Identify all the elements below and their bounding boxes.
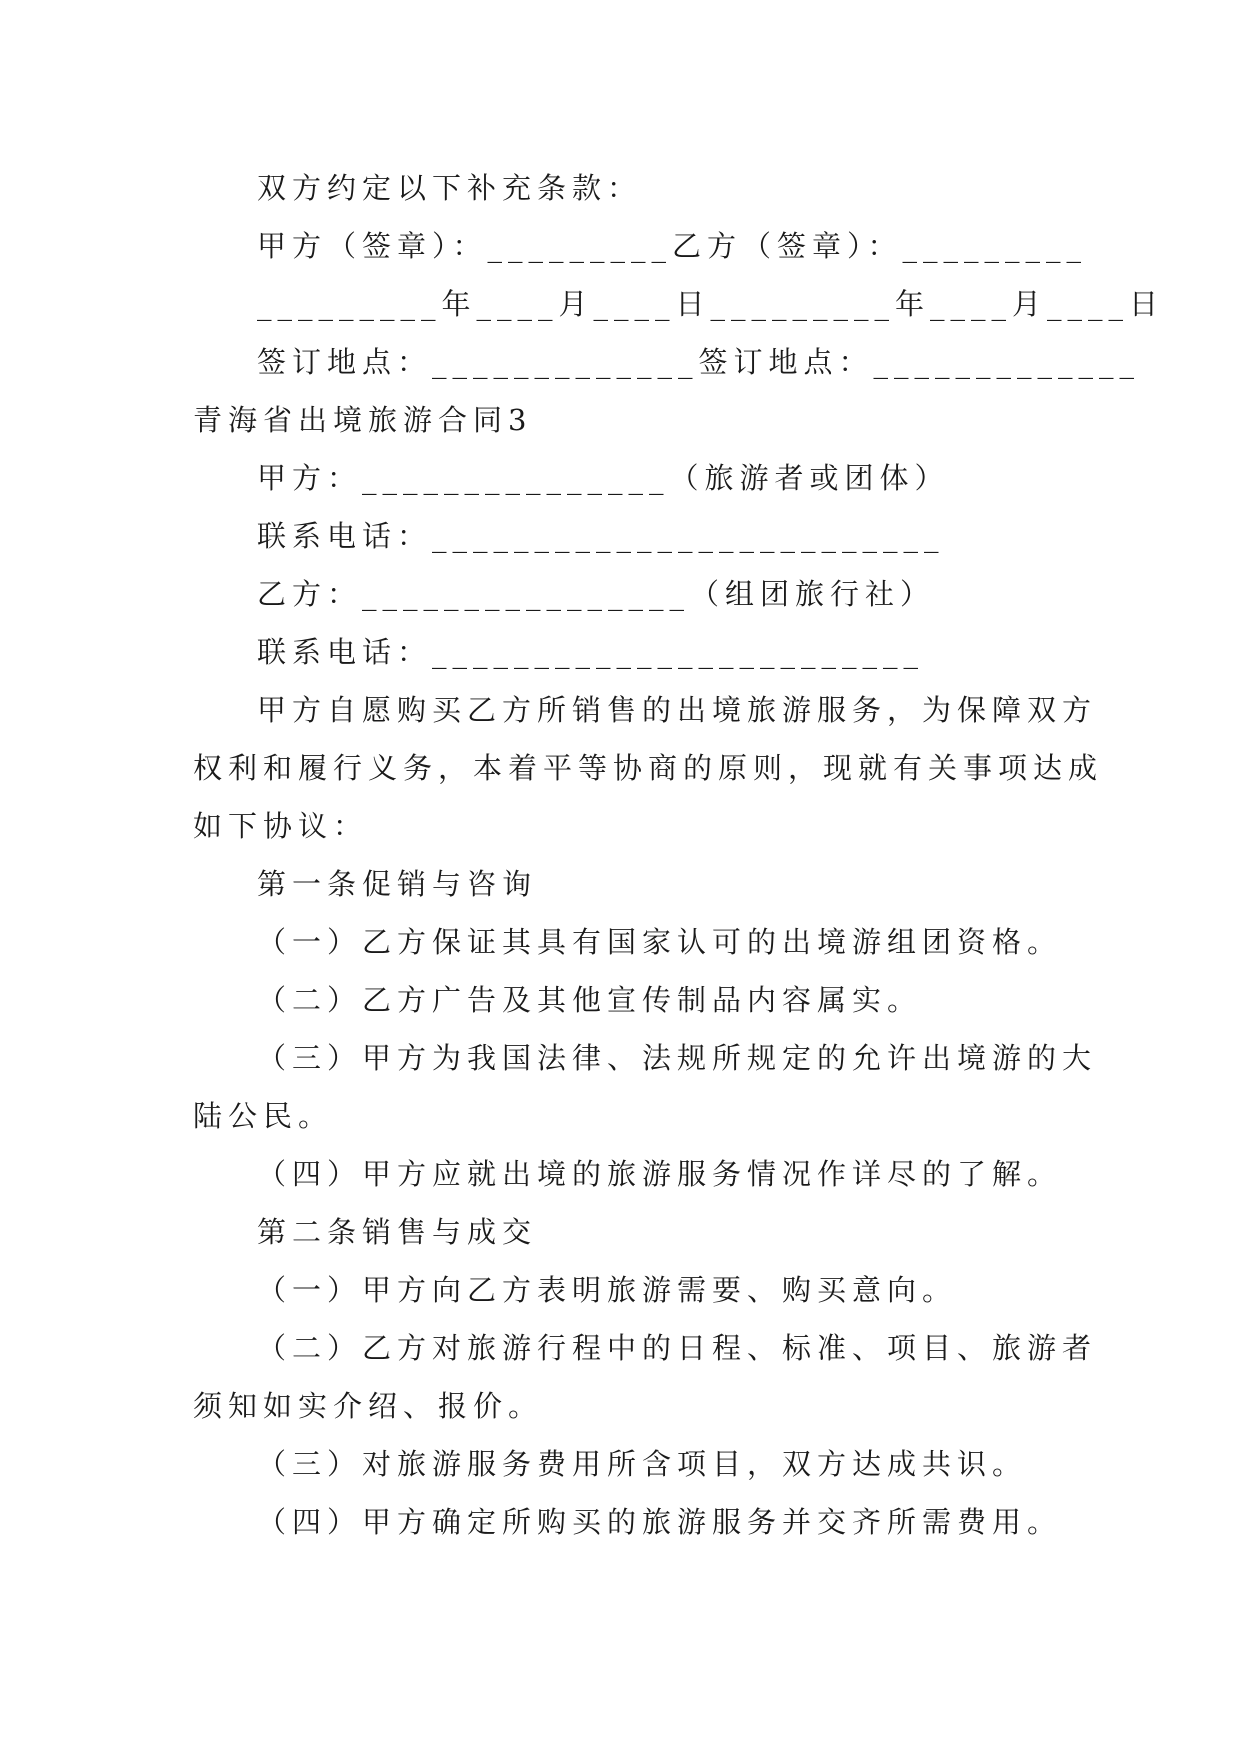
article-1-item-2: （二）乙方广告及其他宣传制品内容属实。 <box>257 983 923 1017</box>
party-a-line: 甲方：_______________（旅游者或团体） <box>257 461 950 495</box>
article-2-heading: 第二条销售与成交 <box>257 1215 538 1249</box>
article-2-item-2-continued: 须知如实介绍、报价。 <box>193 1389 544 1423</box>
preamble-line-3: 如下协议： <box>193 809 369 843</box>
contract-title: 青海省出境旅游合同3 <box>193 403 533 437</box>
article-2-item-4: （四）甲方确定所购买的旅游服务并交齐所需费用。 <box>257 1505 1063 1539</box>
article-1-item-4: （四）甲方应就出境的旅游服务情况作详尽的了解。 <box>257 1157 1063 1191</box>
party-a-phone-line: 联系电话：_________________________ <box>257 519 945 553</box>
signing-place-line: 签订地点：_____________签订地点：_____________ <box>257 345 1141 379</box>
party-b-line: 乙方：________________（组团旅行社） <box>257 577 936 611</box>
supplementary-terms-heading: 双方约定以下补充条款： <box>257 171 643 205</box>
date-line: _________年____月____日_________年____月____日 <box>257 287 1165 321</box>
article-1-item-3: （三）甲方为我国法律、法规所规定的允许出境游的大 <box>257 1041 1098 1075</box>
party-b-phone-line: 联系电话：________________________ <box>257 635 925 669</box>
preamble-line-2: 权利和履行义务，本着平等协商的原则，现就有关事项达成 <box>193 751 1104 785</box>
article-2-item-1: （一）甲方向乙方表明旅游需要、购买意向。 <box>257 1273 958 1307</box>
article-1-heading: 第一条促销与咨询 <box>257 867 538 901</box>
signature-line: 甲方（签章）：_________乙方（签章）：_________ <box>257 229 1088 263</box>
article-1-item-1: （一）乙方保证其具有国家认可的出境游组团资格。 <box>257 925 1063 959</box>
article-1-item-3-continued: 陆公民。 <box>193 1099 334 1133</box>
article-2-item-2: （二）乙方对旅游行程中的日程、标准、项目、旅游者 <box>257 1331 1098 1365</box>
article-2-item-3: （三）对旅游服务费用所含项目，双方达成共识。 <box>257 1447 1028 1481</box>
preamble-line-1: 甲方自愿购买乙方所销售的出境旅游服务，为保障双方 <box>257 693 1098 727</box>
